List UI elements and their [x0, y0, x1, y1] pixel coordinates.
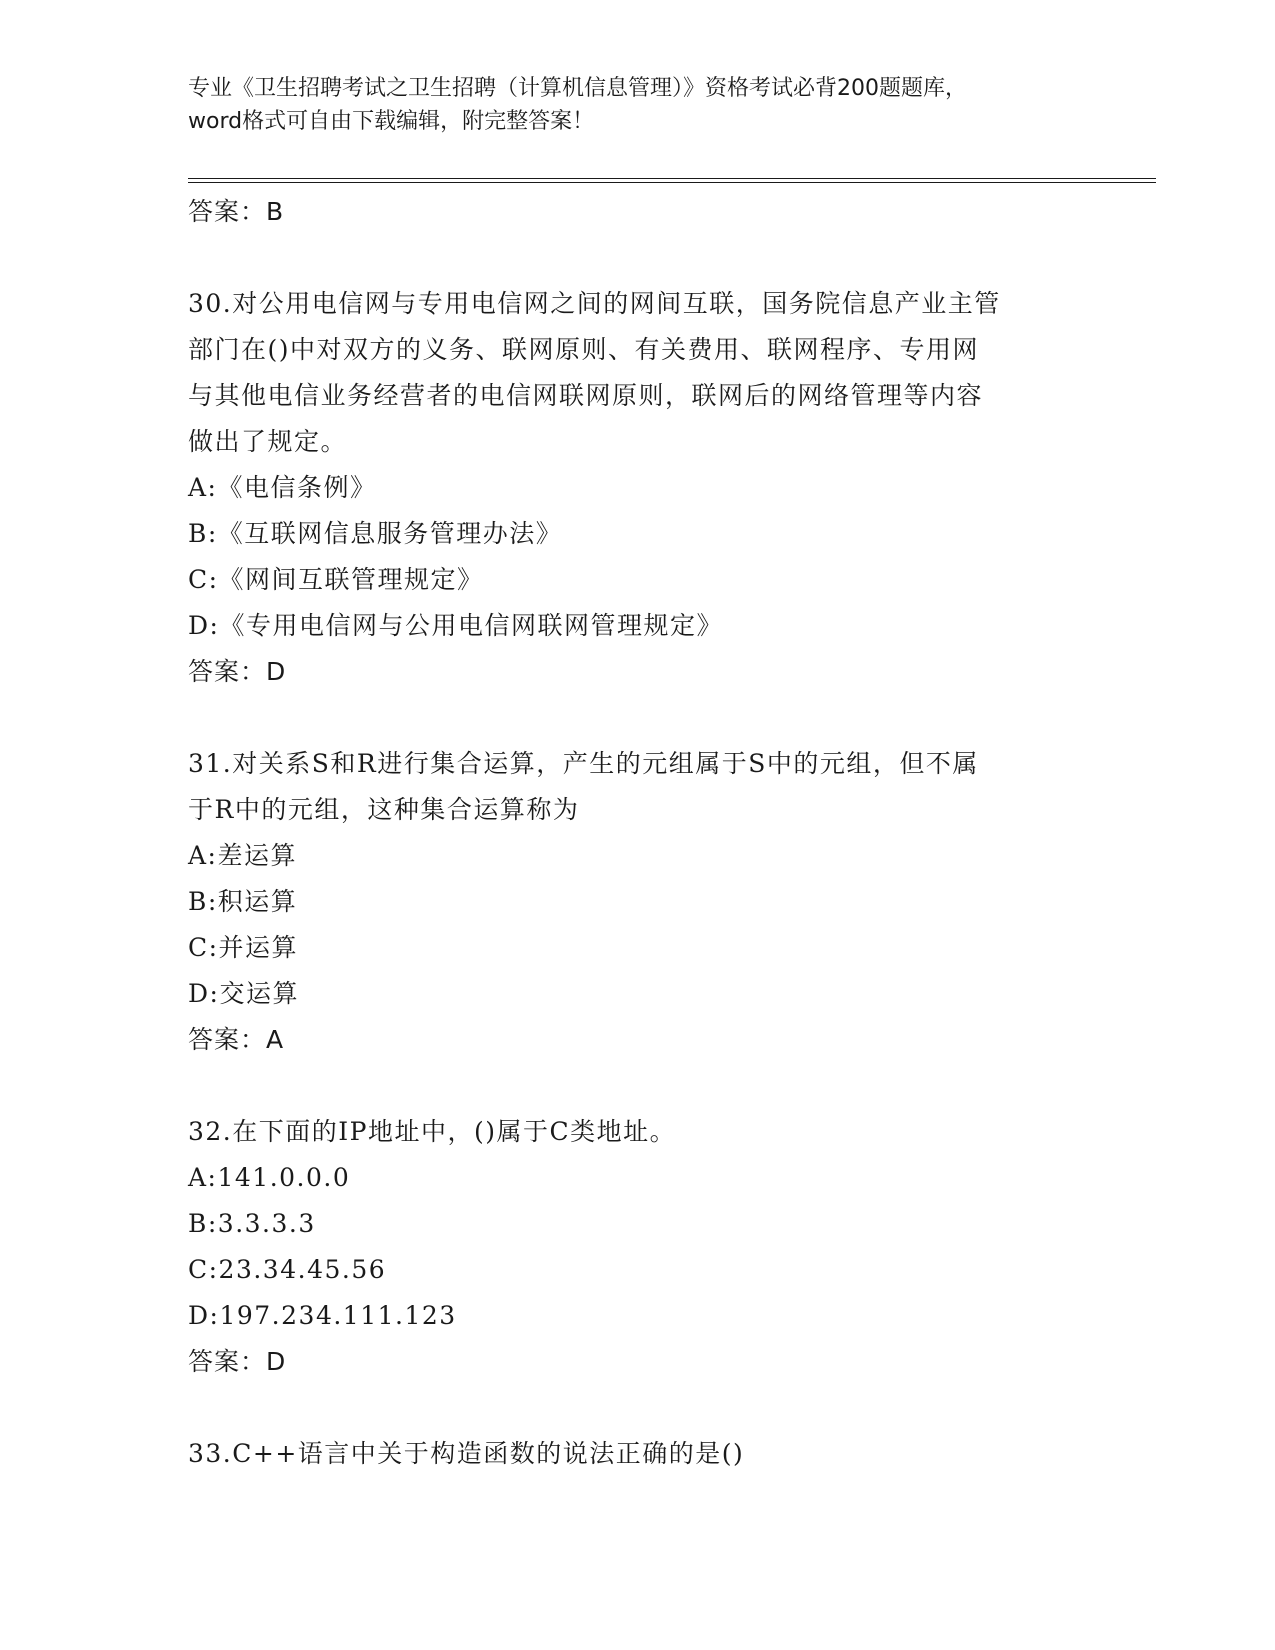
question-30 — [188, 281, 1088, 695]
spacer — [188, 1385, 1088, 1431]
spacer — [188, 695, 1088, 741]
answer-line: 答案：B — [188, 197, 285, 226]
question-32 — [188, 1109, 1088, 1385]
option-a: A:《电信条例》 — [188, 473, 377, 502]
option-d: D:交运算 — [188, 979, 299, 1008]
question-text-line: 与其他电信业务经营者的电信网联网原则，联网后的网络管理等内容 — [188, 381, 984, 410]
header-title-line-1: 专业《卫生招聘考试之卫生招聘（计算机信息管理）》资格考试必背200题题库， — [188, 76, 967, 101]
question-text-line: 32.在下面的IP地址中，()属于C类地址。 — [188, 1117, 677, 1146]
question-text-line: 33.C++语言中关于构造函数的说法正确的是() — [188, 1439, 745, 1468]
option-d: D:197.234.111.123 — [188, 1301, 457, 1330]
header-title-line-2: word格式可自由下载编辑，附完整答案！ — [188, 109, 595, 134]
answer-line: 答案：D — [188, 1347, 287, 1376]
question-text-line: 31.对关系S和R进行集合运算，产生的元组属于S中的元组，但不属 — [188, 749, 979, 778]
question-text-line: 做出了规定。 — [188, 427, 348, 456]
option-c: C:23.34.45.56 — [188, 1255, 387, 1284]
answer-line: 答案：D — [188, 657, 287, 686]
question-text-line: 部门在()中对双方的义务、联网原则、有关费用、联网程序、专用网 — [188, 335, 980, 364]
option-b: B:3.3.3.3 — [188, 1209, 316, 1238]
question-list — [188, 189, 1088, 1477]
answer-line: 答案：A — [188, 1025, 285, 1054]
option-c: C:《网间互联管理规定》 — [188, 565, 484, 594]
option-b: B:积运算 — [188, 887, 298, 916]
option-c: C:并运算 — [188, 933, 299, 962]
spacer — [188, 235, 1088, 281]
option-b: B:《互联网信息服务管理办法》 — [188, 519, 563, 548]
question-text-line: 30.对公用电信网与专用电信网之间的网间互联，国务院信息产业主管 — [188, 289, 1001, 318]
option-a: A:141.0.0.0 — [188, 1163, 351, 1192]
page-header — [188, 72, 1088, 138]
spacer — [188, 1063, 1088, 1109]
option-d: D:《专用电信网与公用电信网联网管理规定》 — [188, 611, 723, 640]
option-a: A:差运算 — [188, 841, 297, 870]
header-divider — [188, 178, 1156, 183]
question-31 — [188, 741, 1088, 1063]
question-33 — [188, 1431, 1088, 1477]
question-text-line: 于R中的元组，这种集合运算称为 — [188, 795, 580, 824]
